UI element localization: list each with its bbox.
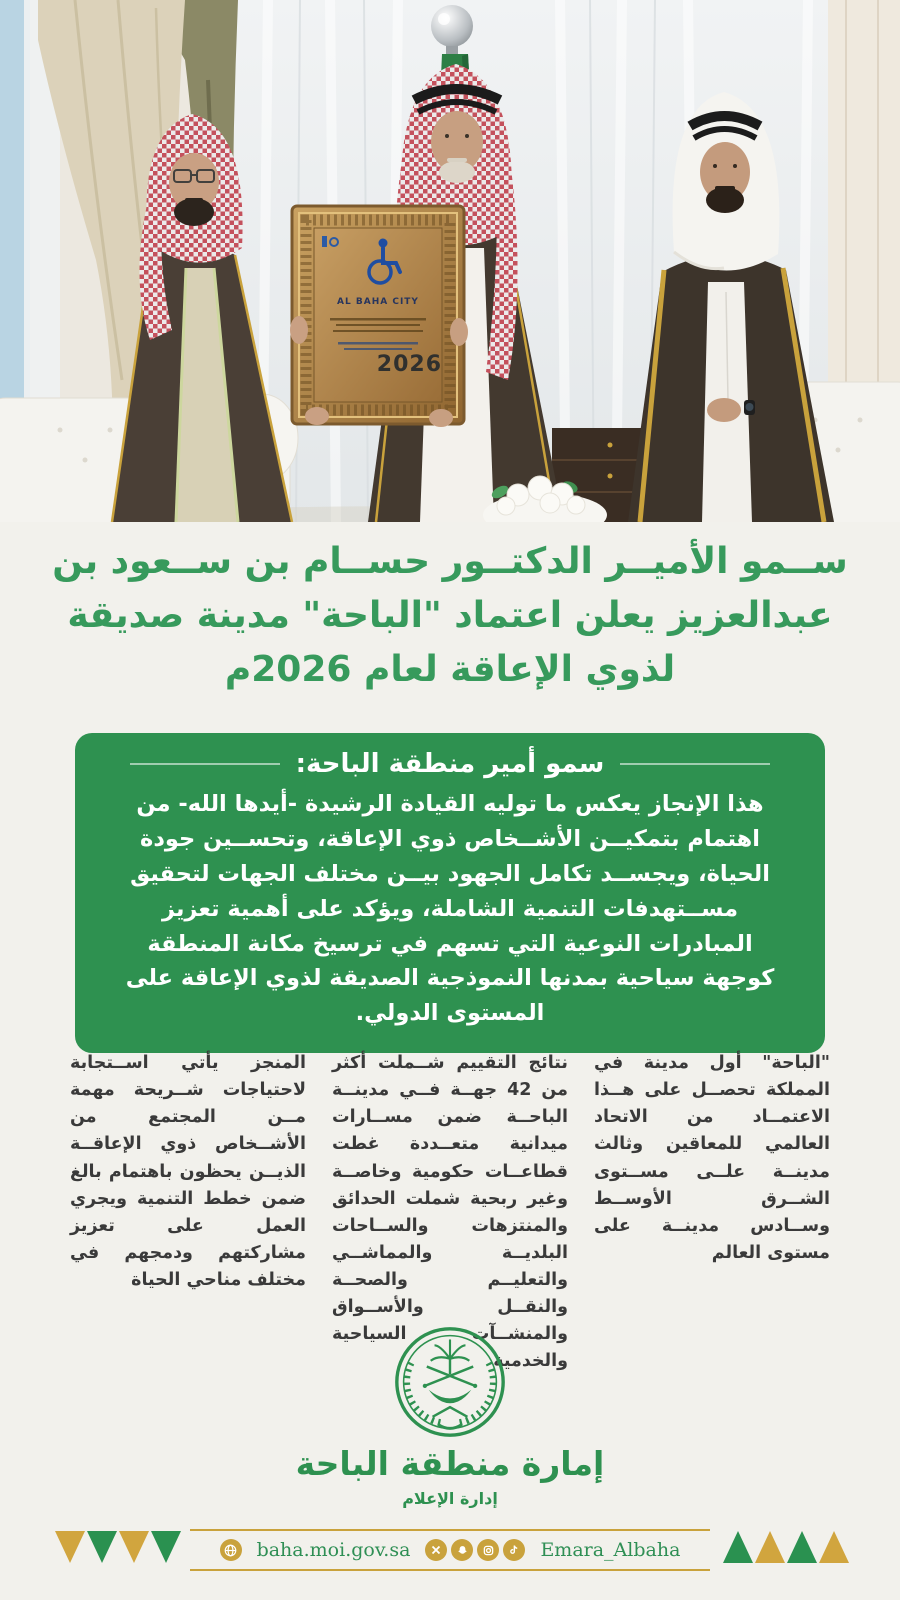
headline-line-3: لذوي الإعاقة لعام 2026م	[224, 649, 676, 690]
heading-rule-right	[620, 763, 770, 765]
triangle	[55, 1531, 85, 1563]
triangle	[755, 1531, 785, 1563]
plaque-year: 2026	[376, 352, 442, 377]
ceremony-photo	[0, 0, 900, 522]
x-icon	[425, 1539, 447, 1561]
triangle	[723, 1531, 753, 1563]
emirate-calligraphy-title: إمارة منطقة الباحة	[295, 1444, 605, 1483]
social-handle: Emara_Albaha	[540, 1539, 681, 1561]
tiktok-icon	[503, 1539, 525, 1561]
headline-line-2: عبدالعزيز يعلن اعتماد "الباحة" مدينة صديقة	[67, 595, 833, 636]
moi-emblem-icon	[392, 1324, 508, 1440]
decorative-triangles-right	[723, 1531, 849, 1563]
social-icons	[425, 1539, 525, 1561]
decorative-triangles-left	[55, 1531, 181, 1563]
headline	[30, 535, 870, 697]
column-evaluation-results: نتائج التقييم شــملت أكثر من 42 جهــة فــي مدينــة الباحــة ضمن مســارات ميدانية متعــددة غطت قطاعــات حكومية وخاصــة وغير ربحية شملت الحدائق والمنتزهات والســاحات البلديــة والمماشــي والتعليــم والصحــة والنقــل والأســواق والمنشــآت السياحية والخدمية	[332, 1053, 568, 1372]
website-url: baha.moi.gov.sa	[256, 1539, 411, 1561]
quote-heading: سمو أمير منطقة الباحة:	[295, 749, 605, 779]
instagram-icon	[477, 1539, 499, 1561]
triangle	[787, 1531, 817, 1563]
quote-heading-row	[109, 749, 791, 779]
quote-box	[75, 733, 825, 1053]
headline-line-1: ســمو الأميــر الدكتــور حســام بن ســعود بن	[52, 541, 848, 582]
triangle	[151, 1531, 181, 1563]
photo-scene	[0, 0, 900, 522]
palm-fronds	[431, 1339, 470, 1360]
footer-bar	[190, 1529, 710, 1571]
globe-icon	[220, 1539, 242, 1561]
plaque-city-title: AL BAHA CITY	[337, 297, 419, 307]
triangle	[87, 1531, 117, 1563]
quote-body: هذا الإنجاز يعكس ما توليه القيادة الرشيدة -أيدها الله- من اهتمام بتمكيــن الأشــخاص ذوي الإعاقة، وتحســين جودة الحياة، ويجســد تكامل الجهود بيــن مختلف الجهات لتحقيق مســتهدفات التنمية الشاملة، ويؤكد على أهمية تعزيز المبادرات النوعية التي تسهم في ترسيخ مكانة المنطقة كوجهة سياحية بمدنها النموذجية الصديقة لذوي الإعاقة على المستوى الدولي.	[125, 791, 775, 1027]
column-achievement-response: المنجز يأتي اســتجابة لاحتياجات شــريحة مهمة مــن المجتمع من الأشــخاص ذوي الإعاقــة الذيــن يحظون باهتمام بالغ ضمن خطط التنمية ويجري العمل على تعزيز مشاركتهم ودمجهم في مختلف مناحي الحياة	[70, 1053, 306, 1290]
column-first-city: "الباحة" أول مدينة في المملكة تحصــل على هــذا الاعتمــاد من الاتحاد العالمي للمعاقين وثالث مدينــة علــى مســتوى الشــرق الأوســط وســادس مدينــة على مستوى العالم	[594, 1053, 830, 1263]
snapchat-icon	[451, 1539, 473, 1561]
media-department-label: إدارة الإعلام	[402, 1488, 498, 1508]
heading-rule-left	[130, 763, 280, 765]
triangle	[119, 1531, 149, 1563]
award-plaque	[292, 206, 464, 424]
triangle	[819, 1531, 849, 1563]
emirate-logo-block	[0, 1324, 900, 1508]
